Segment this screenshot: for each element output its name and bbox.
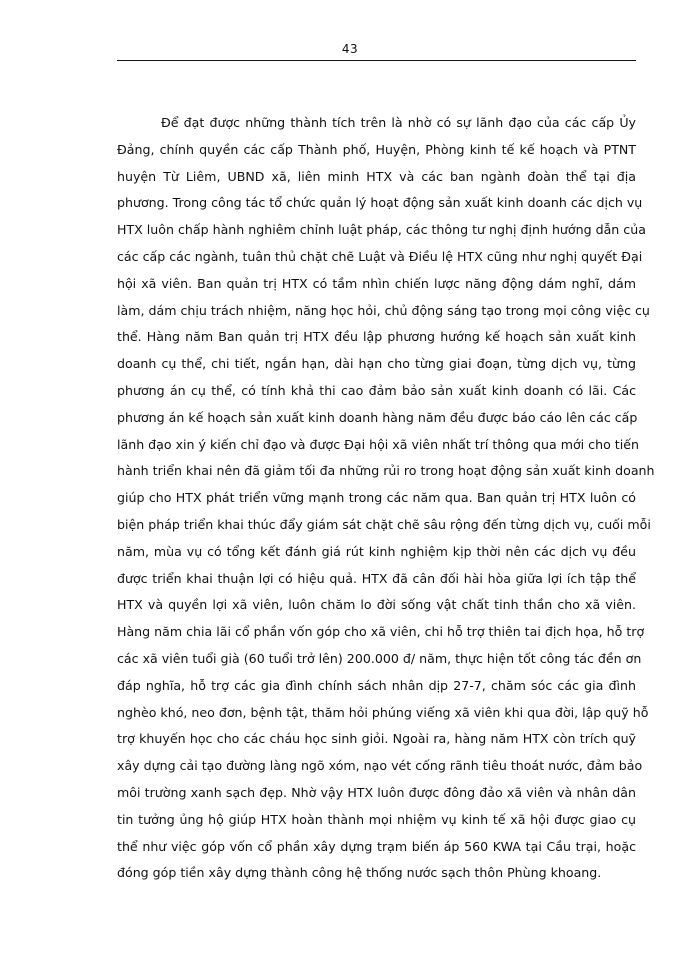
page-number: 43 xyxy=(341,42,359,56)
paragraph-line: doanh cụ thể, chi tiết, ngắn hạn, dài hạn cho từng giai đoạn, từng dịch vụ, từng xyxy=(117,356,636,372)
paragraph-line: huyện Từ Liêm, UBND xã, liên minh HTX và các ban ngành đoàn thể tại địa xyxy=(117,168,636,184)
paragraph-line: môi trường xanh sạch đẹp. Nhờ vậy HTX luôn được đông đảo xã viên và nhân dân xyxy=(117,784,636,800)
paragraph-line: được triển khai thuận lợi có hiệu quả. HTX đã cân đối hài hòa giữa lợi ích tập thể xyxy=(117,570,636,586)
paragraph-line: hội xã viên. Ban quản trị HTX có tầm nhìn chiến lược năng động dám nghĩ, dám xyxy=(117,275,636,291)
paragraph-line: HTX luôn chấp hành nghiêm chỉnh luật pháp, các thông tư nghị định hướng dẫn của xyxy=(117,222,646,238)
paragraph-line: đóng góp tiền xây dựng thành công hệ thống nước sạch thôn Phùng khoang. xyxy=(117,865,602,881)
paragraph-line: biện pháp triển khai thúc đẩy giám sát chặt chẽ sâu rộng đến từng dịch vụ, cuối mỗi xyxy=(117,516,651,532)
paragraph-line: Để đạt được những thành tích trên là nhờ có sự lãnh đạo của các cấp Ủy xyxy=(161,115,636,130)
paragraph-line: phương án cụ thể, có tính khả thi cao đảm bảo sản xuất kinh doanh có lãi. Các xyxy=(117,382,636,398)
paragraph-line: đáp nghĩa, hỗ trợ các gia đình chính sách nhân dịp 27-7, chăm sóc các gia đình xyxy=(117,677,636,693)
paragraph-line: làm, dám chịu trách nhiệm, năng học hỏi, chủ động sáng tạo trong mọi công việc cụ xyxy=(117,302,650,318)
paragraph-line: Đảng, chính quyền các cấp Thành phố, Huyện, Phòng kinh tế kế hoạch và PTNT xyxy=(117,141,636,157)
paragraph-line: trợ khuyến học cho các cháu học sinh giỏi. Ngoài ra, hàng năm HTX còn trích quỹ xyxy=(117,731,636,747)
paragraph-line: xây dựng cải tạo đường làng ngõ xóm, nạo vét cống rãnh tiêu thoát nước, đảm bảo xyxy=(117,758,643,774)
body-paragraph xyxy=(117,110,655,887)
paragraph-line: các xã viên tuổi già (60 tuổi trở lên) 200.000 đ/ năm, thực hiện tốt công tác đền ơn xyxy=(117,650,642,666)
paragraph-line: giúp cho HTX phát triển vững mạnh trong các năm qua. Ban quản trị HTX luôn có xyxy=(117,490,636,506)
paragraph-line: nghèo khó, neo đơn, bệnh tật, thăm hỏi phúng viếng xã viên khi qua đời, lập quỹ hỗ xyxy=(117,704,649,720)
paragraph-line: Hàng năm chia lãi cổ phần vốn góp cho xã viên, chi hỗ trợ thiên tai địch họa, hỗ trợ xyxy=(117,624,645,640)
paragraph-line: phương. Trong công tác tổ chức quản lý hoạt động sản xuất kinh doanh các dịch vụ xyxy=(117,195,643,211)
header-divider xyxy=(117,60,636,61)
paragraph-line: tin tưởng ủng hộ giúp HTX hoàn thành mọi nhiệm vụ kinh tế xã hội được giao cụ xyxy=(117,811,636,827)
paragraph-line: hành triển khai nên đã giảm tối đa những rủi ro trong hoạt động sản xuất kinh doanh xyxy=(117,463,655,479)
paragraph-line: các cấp các ngành, tuân thủ chặt chẽ Luật và Điều lệ HTX cũng như nghị quyết Đại xyxy=(117,248,643,264)
paragraph-line: năm, mùa vụ có tổng kết đánh giá rút kinh nghiệm kịp thời nên các dịch vụ đều xyxy=(117,543,636,559)
paragraph-line: thể như việc góp vốn cổ phần xây dựng trạm biến áp 560 KWA tại Cầu trại, hoặc xyxy=(117,838,636,854)
paragraph-line: phương án kế hoạch sản xuất kinh doanh hàng năm đều được báo cáo lên các cấp xyxy=(117,409,638,425)
paragraph-line: lãnh đạo xin ý kiến chỉ đạo và được Đại hội xã viên nhất trí thông qua mới cho tiến xyxy=(117,436,639,452)
paragraph-line: HTX và quyền lợi xã viên, luôn chăm lo đời sống vật chất tinh thần cho xã viên. xyxy=(117,597,636,613)
paragraph-line: thể. Hàng năm Ban quản trị HTX đều lập phương hướng kế hoạch sản xuất kinh xyxy=(117,329,636,345)
